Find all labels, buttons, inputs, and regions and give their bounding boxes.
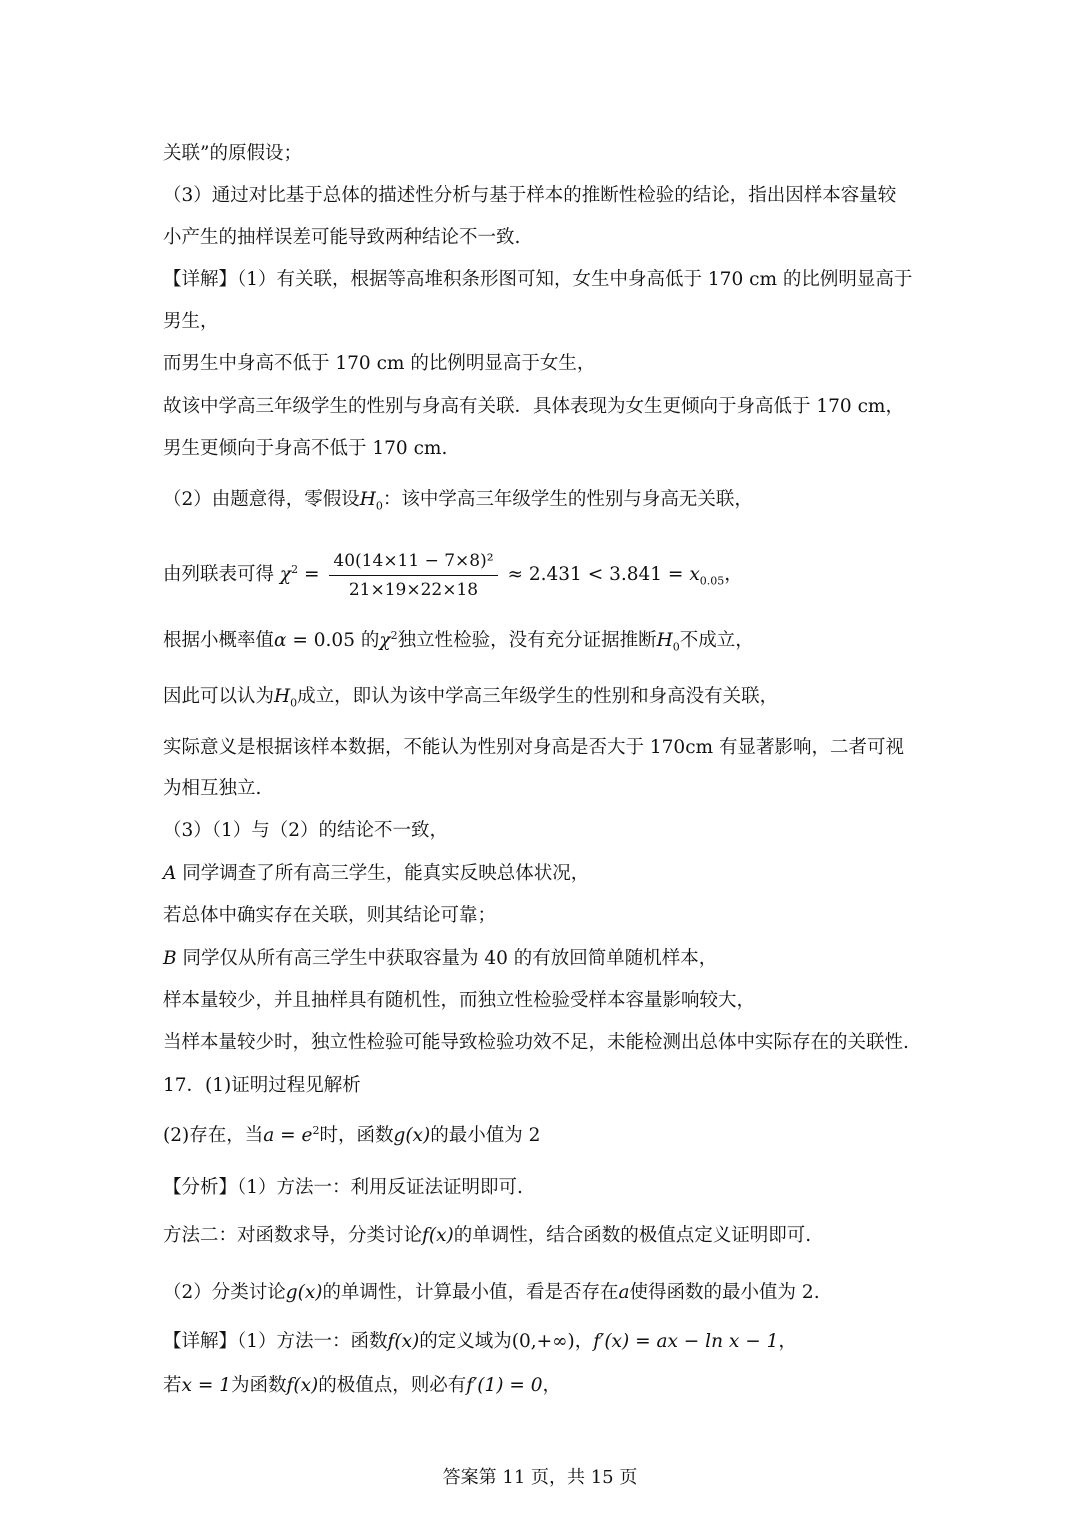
math-sub: 0: [672, 640, 680, 654]
math-fx: f(x): [422, 1225, 454, 1246]
text-line: [163, 141, 302, 167]
text: （3）（1）与（2）的结论不一致，: [163, 820, 449, 841]
text-line: [163, 1030, 909, 1056]
formula-line: [163, 545, 743, 605]
text-line: [163, 436, 447, 462]
text: 为相互独立.: [163, 778, 262, 799]
text: 17．(1)证明过程见解析: [163, 1075, 361, 1096]
text: = 0.05 的: [286, 630, 380, 651]
math-chi: χ: [379, 630, 391, 651]
text: 【详解】（1）方法一：函数: [163, 1331, 388, 1352]
text: （2）由题意得，零假设: [163, 489, 360, 510]
text: ≈ 2.431 < 3.841 =: [507, 564, 684, 585]
text: ：该中学高三年级学生的性别与身高无关联，: [382, 489, 753, 510]
math-chi: χ: [279, 564, 292, 585]
text-line: [163, 946, 717, 972]
text: 的极值点，则必有: [318, 1375, 467, 1396]
fraction: [329, 550, 497, 601]
page-footer: 答案第 11 页，共 15 页: [442, 1467, 638, 1488]
math-h: H: [359, 489, 376, 510]
text: (2)存在，当: [163, 1125, 264, 1146]
text: 的最小值为 2: [430, 1125, 541, 1146]
text-line: [163, 267, 912, 293]
math-sub: 0.05: [699, 574, 725, 588]
text: 因此可以认为: [163, 686, 275, 707]
math-domain: (0,+∞): [511, 1331, 575, 1352]
math-sup: 2: [312, 1123, 320, 1137]
text: 实际意义是根据该样本数据，不能认为性别对身高是否大于 170cm 有显著影响，二者可视: [163, 737, 904, 758]
text-line: [163, 818, 448, 844]
text: 时，函数: [319, 1125, 394, 1146]
math-fprime: f′(x) = ax − ln x − 1: [593, 1331, 779, 1352]
text-line: [163, 394, 904, 420]
text: 关联”的原假设；: [163, 143, 302, 164]
text: 【分析】（1）方法一：利用反证法证明即可.: [163, 1177, 523, 1198]
text: 成立，即认为该中学高三年级学生的性别和身高没有关联，: [297, 686, 779, 707]
text-line: [163, 1123, 540, 1149]
math-gx: g(x): [393, 1125, 431, 1146]
math-h: H: [656, 630, 673, 651]
text-line: [163, 735, 904, 761]
text-line: [163, 351, 595, 377]
text: 若: [163, 1375, 182, 1396]
math-sup: 2: [390, 628, 398, 642]
text: 为函数: [230, 1375, 287, 1396]
text-line: [163, 183, 896, 209]
text: 独立性检验，没有充分证据推断: [397, 630, 657, 651]
text: ，: [574, 1331, 594, 1352]
math-sub: 0: [290, 696, 298, 710]
text: 而男生中身高不低于 170 cm 的比例明显高于女生，: [163, 353, 596, 374]
text: ，: [778, 1331, 797, 1352]
text-line: [163, 309, 219, 335]
text: 的单调性，计算最小值，看是否存在: [322, 1282, 619, 1303]
math-x: x: [689, 564, 700, 585]
text: ，: [724, 564, 743, 585]
text: 故该中学高三年级学生的性别与身高有关联．具体表现为女生更倾向于身高低于 170 cm，: [163, 396, 904, 417]
text-line: [163, 988, 755, 1014]
math-fx: f(x): [286, 1375, 319, 1396]
text: 方法二：对函数求导，分类讨论: [163, 1225, 423, 1246]
math-gx: g(x): [285, 1282, 323, 1303]
text: 样本量较少，并且抽样具有随机性，而独立性检验受样本容量影响较大，: [163, 990, 756, 1011]
text: 同学调查了所有高三学生，能真实反映总体状况，: [176, 863, 590, 884]
fraction-denominator: 21×19×22×18: [348, 579, 479, 600]
text: 男生更倾向于身高不低于 170 cm.: [163, 438, 448, 459]
text: 的定义域为: [419, 1331, 512, 1352]
text-line: [163, 684, 778, 710]
text: 男生，: [163, 311, 219, 332]
math-a: A: [163, 863, 177, 884]
text-line: [163, 1223, 811, 1249]
text: （3）通过对比基于总体的描述性分析与基于样本的推断性检验的结论，指出因样本容量较: [163, 185, 897, 206]
math-equals: =: [304, 564, 320, 585]
text: 由列联表可得: [163, 564, 275, 585]
math-x-equals-1: x = 1: [181, 1375, 231, 1396]
math-a: a: [618, 1282, 630, 1303]
text-line: [163, 776, 261, 802]
text: 同学仅从所有高三学生中获取容量为 40 的有放回简单随机样本，: [176, 948, 718, 969]
math-alpha: α: [274, 630, 287, 651]
text: 根据小概率值: [163, 630, 275, 651]
text-line: [163, 903, 496, 929]
text-line: [163, 225, 520, 251]
text-line: [163, 1329, 797, 1355]
math-sup: 2: [291, 562, 299, 576]
math-fx: f(x): [387, 1331, 420, 1352]
text-line: [163, 487, 753, 513]
text-line: [163, 1373, 561, 1399]
text-line: [163, 861, 589, 887]
fraction-numerator: 40(14×11 − 7×8)²: [329, 550, 497, 576]
text: （2）分类讨论: [163, 1282, 286, 1303]
text: ，: [542, 1375, 562, 1396]
text-line: [163, 1175, 523, 1201]
text: 的单调性，结合函数的极值点定义证明即可.: [453, 1225, 812, 1246]
text: 当样本量较少时，独立性检验可能导致检验功效不足，未能检测出总体中实际存在的关联性.: [163, 1032, 909, 1053]
math-sub: 0: [375, 499, 383, 513]
math-h: H: [274, 686, 291, 707]
math-fprime-1: f′(1) = 0: [466, 1375, 543, 1396]
text: 【详解】（1）有关联，根据等高堆积条形图可知，女生中身高低于 170 cm 的比例明显高于: [163, 269, 913, 290]
math-b: B: [163, 948, 177, 969]
text: 使得函数的最小值为 2.: [629, 1282, 820, 1303]
text: 小产生的抽样误差可能导致两种结论不一致.: [163, 227, 521, 248]
text: 若总体中确实存在关联，则其结论可靠；: [163, 905, 497, 926]
text: 不成立，: [679, 630, 754, 651]
text-line: [163, 628, 754, 654]
math-a-equals-e: a = e: [263, 1125, 313, 1146]
text-line: [163, 1073, 361, 1099]
text-line: [163, 1280, 820, 1306]
